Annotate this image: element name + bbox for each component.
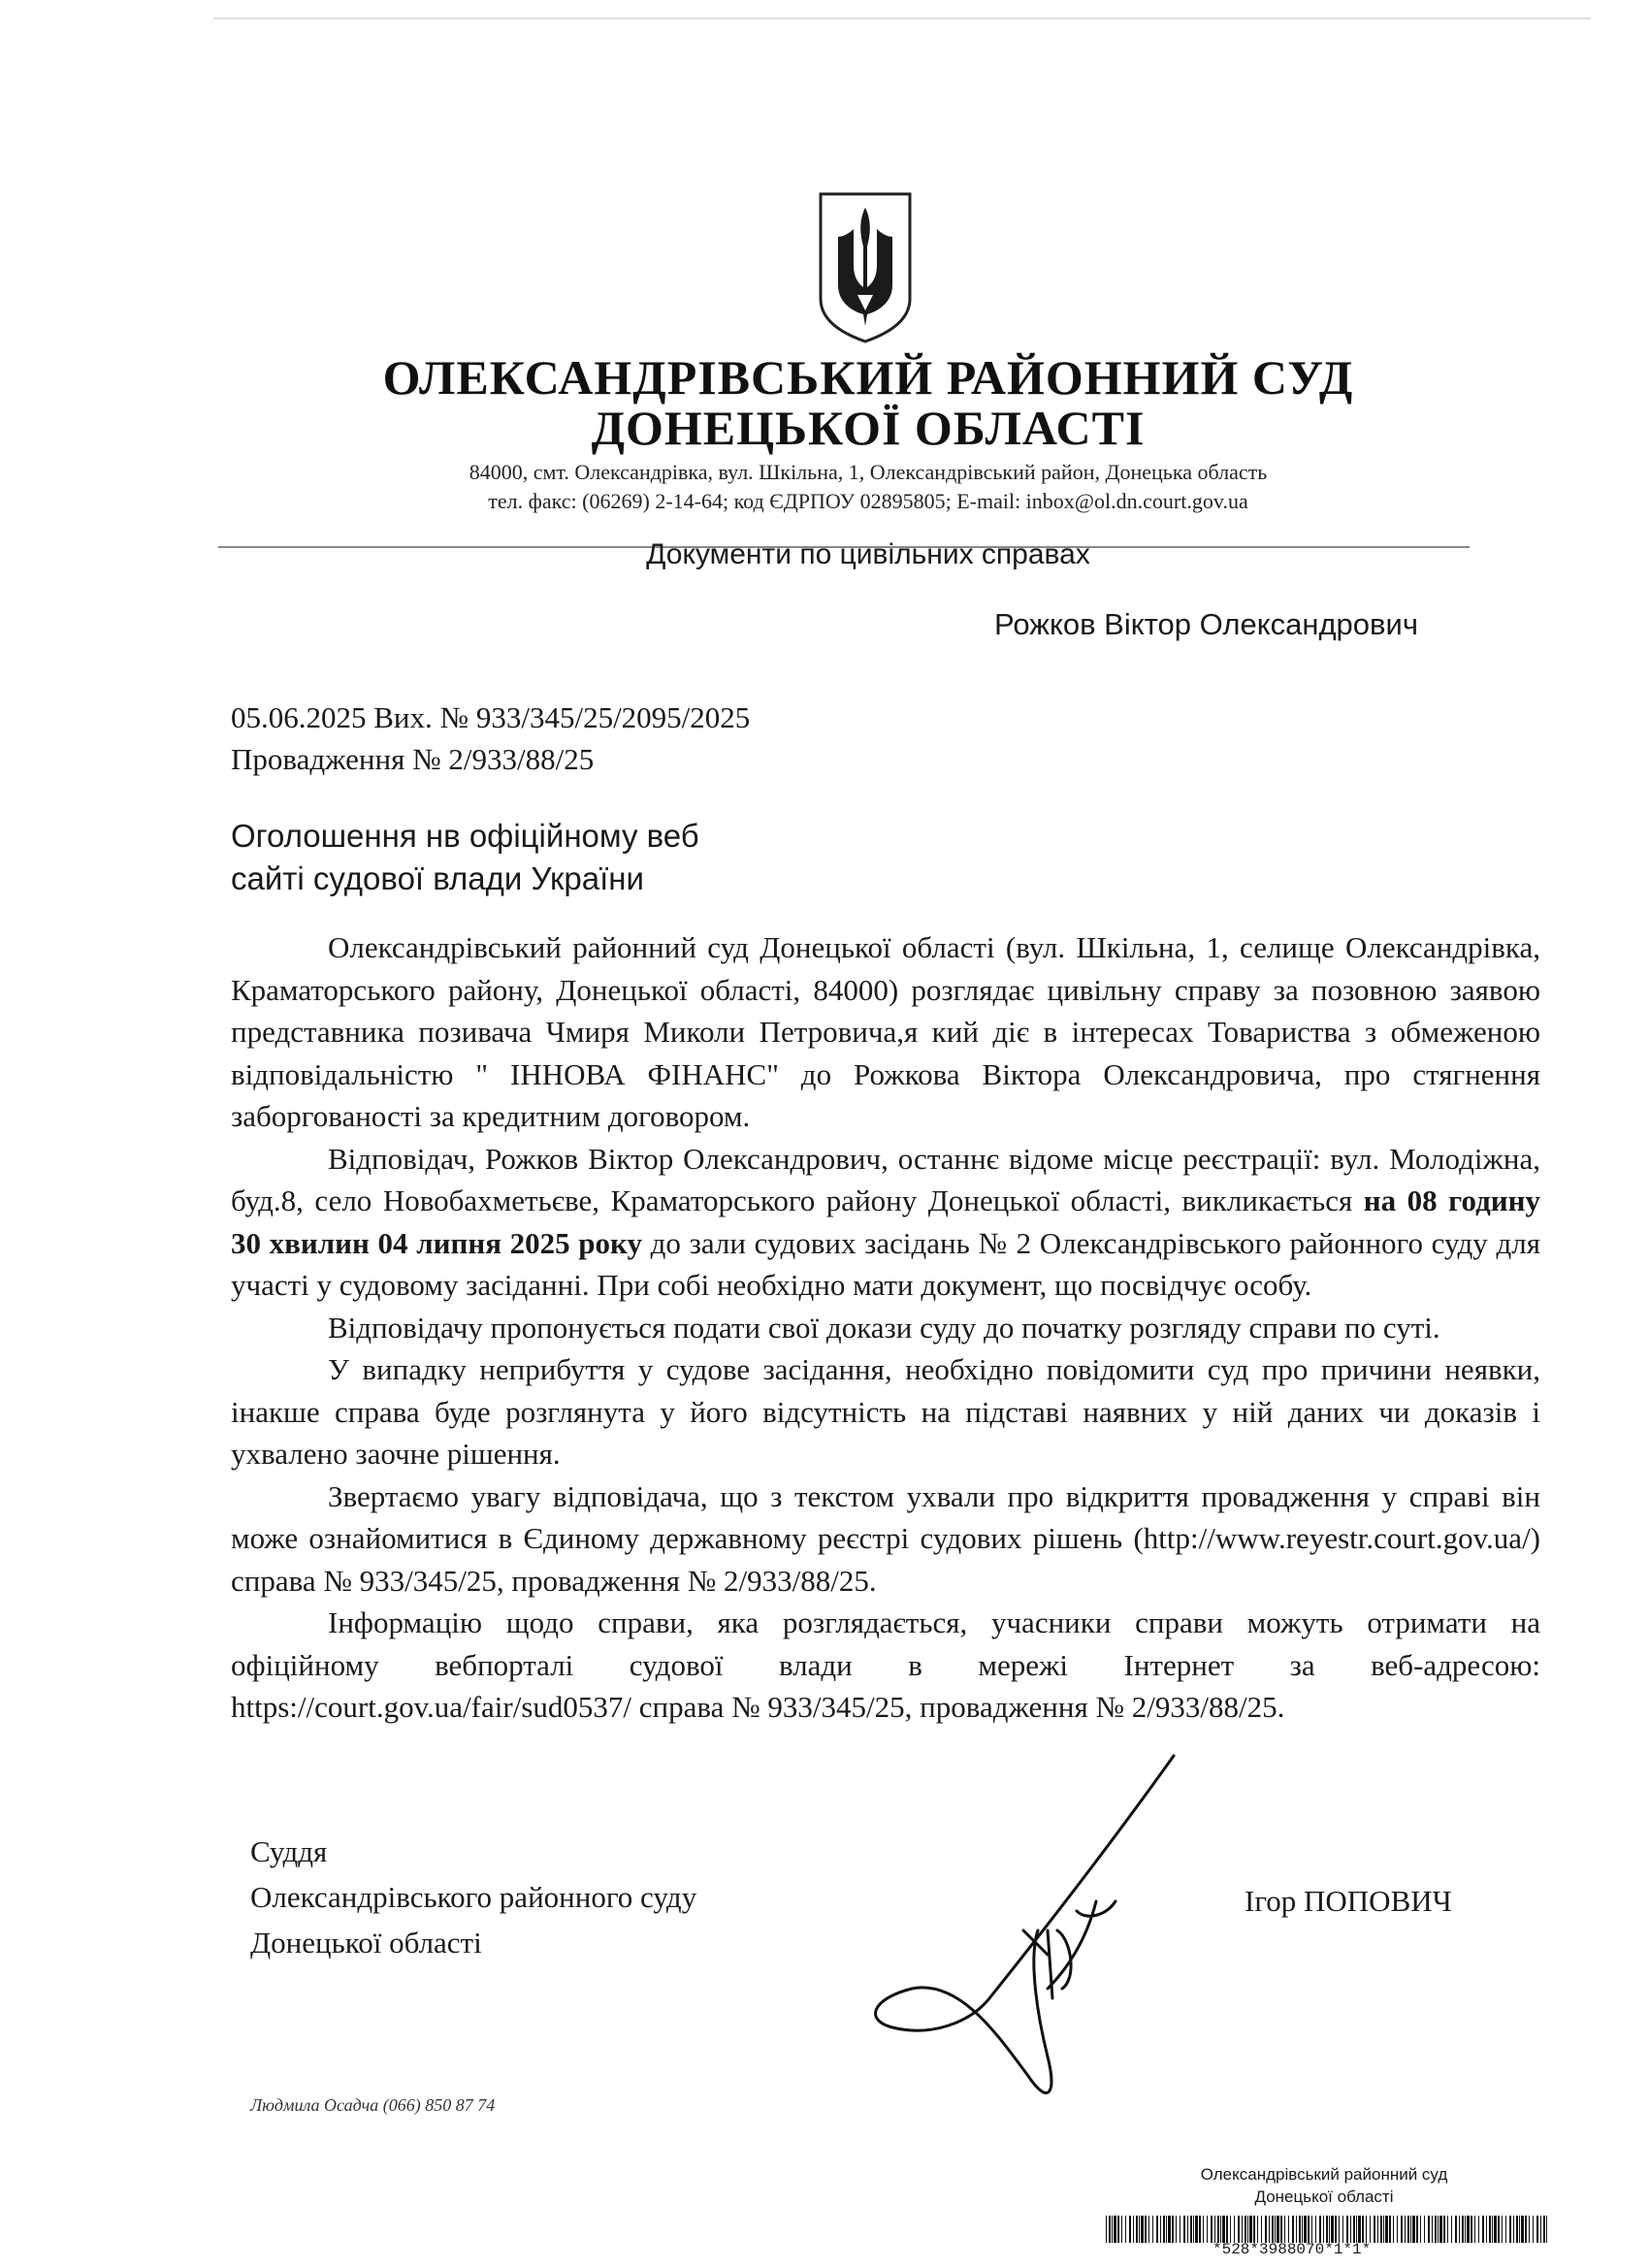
barcode-bar bbox=[1465, 2216, 1466, 2243]
barcode-bar bbox=[1193, 2216, 1194, 2243]
barcode-bar bbox=[1308, 2216, 1310, 2243]
barcode-bar bbox=[1459, 2216, 1460, 2243]
case-number: Провадження № 2/933/88/25 bbox=[231, 742, 595, 776]
barcode-bar bbox=[1299, 2216, 1301, 2243]
trident-emblem-icon bbox=[815, 190, 916, 345]
outgoing-number: 05.06.2025 Вих. № 933/345/25/2095/2025 bbox=[231, 700, 751, 734]
court-name-line2: ДОНЕЦЬКОЇ ОБЛАСТІ bbox=[591, 401, 1146, 455]
barcode-bar bbox=[1370, 2216, 1371, 2243]
barcode-bar bbox=[1230, 2216, 1231, 2243]
barcode-bar bbox=[1435, 2216, 1437, 2243]
barcode-bar bbox=[1163, 2216, 1165, 2243]
barcode-bar bbox=[1292, 2216, 1294, 2243]
subject-line1: Оголошення нв офіційному веб bbox=[231, 818, 699, 854]
barcode-bar bbox=[1362, 2216, 1364, 2243]
paragraph-absence: У випадку неприбуття у судове засідання, необхідно повідомити суд про причини неявки, інакше справа буде розглянута у його відсутність на підставі наявних у ній даних чи доказів і ухвалено заочне рішення. bbox=[231, 1352, 1540, 1471]
barcode-bar bbox=[1269, 2216, 1270, 2243]
barcode-bar bbox=[1489, 2216, 1491, 2243]
barcode-bar bbox=[1272, 2216, 1274, 2243]
barcode-bar bbox=[1455, 2216, 1457, 2243]
barcode-bar bbox=[1540, 2216, 1541, 2243]
scan-edge-line bbox=[213, 17, 1591, 19]
document-type: Документи по цивільних справах bbox=[646, 538, 1090, 570]
barcode-bar bbox=[1190, 2216, 1192, 2243]
barcode-bar bbox=[1168, 2216, 1171, 2243]
barcode-bar bbox=[1521, 2216, 1524, 2243]
barcode-bar bbox=[1424, 2216, 1425, 2243]
court-name-line1: ОЛЕКСАНДРІВСЬКИЙ РАЙОННИЙ СУД bbox=[382, 350, 1354, 405]
barcode-bar bbox=[1342, 2216, 1343, 2243]
barcode-bar bbox=[1393, 2216, 1394, 2243]
barcode-bar bbox=[1203, 2216, 1204, 2243]
barcode-bar bbox=[1353, 2216, 1355, 2243]
barcode-bar bbox=[1447, 2216, 1448, 2243]
barcode-bar bbox=[1502, 2216, 1503, 2243]
barcode-bar bbox=[1439, 2216, 1442, 2243]
barcode-bar bbox=[1242, 2216, 1243, 2243]
barcode-bar bbox=[1288, 2216, 1289, 2243]
barcode-bar bbox=[1358, 2216, 1361, 2243]
barcode bbox=[1106, 2216, 1552, 2243]
barcode-bar bbox=[1234, 2216, 1235, 2243]
barcode-bar bbox=[1265, 2216, 1267, 2243]
barcode-bar bbox=[1451, 2216, 1452, 2243]
barcode-bar bbox=[1335, 2216, 1337, 2243]
barcode-bar bbox=[1405, 2216, 1406, 2243]
barcode-bar bbox=[1478, 2216, 1479, 2243]
barcode-bar bbox=[1176, 2216, 1177, 2243]
stamp-region: Донецької області bbox=[1254, 2187, 1394, 2206]
barcode-bar bbox=[1319, 2216, 1321, 2243]
barcode-bar bbox=[1432, 2216, 1433, 2243]
judge-name: Ігор ПОПОВИЧ bbox=[1245, 1884, 1452, 1918]
barcode-bar bbox=[1529, 2216, 1530, 2243]
barcode-bar bbox=[1211, 2216, 1212, 2243]
barcode-bar bbox=[1277, 2216, 1279, 2243]
barcode-bar bbox=[1377, 2216, 1378, 2243]
barcode-bar bbox=[1416, 2216, 1418, 2243]
barcode-bar bbox=[1152, 2216, 1153, 2243]
recipient: Рожков Віктор Олександрович bbox=[994, 607, 1418, 641]
barcode-bar bbox=[1505, 2216, 1506, 2243]
barcode-bar bbox=[1492, 2216, 1493, 2243]
barcode-bar bbox=[1389, 2216, 1391, 2243]
executor-contact: Людмила Осадча (066) 850 87 74 bbox=[250, 2095, 496, 2115]
barcode-bar bbox=[1166, 2216, 1167, 2243]
barcode-bar bbox=[1513, 2216, 1514, 2243]
barcode-bar bbox=[1383, 2216, 1384, 2243]
barcode-bar bbox=[1304, 2216, 1307, 2243]
barcode-bar bbox=[1160, 2216, 1161, 2243]
barcode-bar bbox=[1117, 2216, 1119, 2243]
barcode-bar bbox=[1220, 2216, 1221, 2243]
barcode-bar bbox=[1356, 2216, 1357, 2243]
barcode-bar bbox=[1148, 2216, 1149, 2243]
barcode-bar bbox=[1471, 2216, 1472, 2243]
barcode-bar bbox=[1133, 2216, 1134, 2243]
barcode-bar bbox=[1326, 2216, 1328, 2243]
barcode-bar bbox=[1412, 2216, 1415, 2243]
barcode-bar bbox=[1109, 2216, 1111, 2243]
barcode-bar bbox=[1106, 2216, 1107, 2243]
barcode-bar bbox=[1536, 2216, 1538, 2243]
barcode-bar bbox=[1525, 2216, 1527, 2243]
barcode-bar bbox=[1238, 2216, 1240, 2243]
barcode-bar bbox=[1482, 2216, 1484, 2243]
barcode-bar bbox=[1226, 2216, 1228, 2243]
barcode-bar bbox=[1183, 2216, 1185, 2243]
barcode-bar bbox=[1217, 2216, 1219, 2243]
barcode-bar bbox=[1401, 2216, 1403, 2243]
barcode-bar bbox=[1339, 2216, 1340, 2243]
stamp-court-name: Олександрівський районний суд bbox=[1200, 2165, 1448, 2184]
barcode-bar bbox=[1125, 2216, 1126, 2243]
paragraph-portal: Інформацію щодо справи, яка розглядається, учасники справи можуть отримати на офіційному вебпорталі судової влади в мережі Інтернет за веб-адресою: https://court.gov.ua/fair/sud0537/ справа № 933/345/25, провадження № 2/933/88/25. bbox=[231, 1605, 1540, 1724]
barcode-number: *528*3988070*1*1* bbox=[1212, 2241, 1372, 2258]
barcode-bar bbox=[1498, 2216, 1500, 2243]
barcode-bar bbox=[1443, 2216, 1445, 2243]
barcode-bar bbox=[1257, 2216, 1258, 2243]
barcode-bar bbox=[1311, 2216, 1312, 2243]
paragraph-claim: Олександрівський районний суд Донецької області (вул. Шкільна, 1, селище Олександрівка, Краматорського району, Донецької області, 84000) розглядає цивільну справу за позовною заявою представника позивача Чмиря Миколи Петровича,я кий діє в інтересах Товариства з обмеженою відповідальністю " ІННОВА ФІНАНС" до Рожкова Віктора Олександровича, про стягнення заборгованості за кредитним договором. bbox=[231, 930, 1540, 1133]
barcode-bar bbox=[1519, 2216, 1520, 2243]
barcode-bar bbox=[1380, 2216, 1382, 2243]
barcode-bar bbox=[1112, 2216, 1113, 2243]
barcode-bar bbox=[1543, 2216, 1545, 2243]
barcode-bar bbox=[1296, 2216, 1297, 2243]
barcode-bar bbox=[1214, 2216, 1215, 2243]
barcode-bar bbox=[1129, 2216, 1131, 2243]
barcode-bar bbox=[1247, 2216, 1248, 2243]
barcode-bar bbox=[1275, 2216, 1276, 2243]
barcode-bar bbox=[1187, 2216, 1188, 2243]
barcode-bar bbox=[1516, 2216, 1518, 2243]
handwritten-signature bbox=[854, 1746, 1203, 2115]
barcode-bar bbox=[1136, 2216, 1138, 2243]
barcode-bar bbox=[1329, 2216, 1330, 2243]
barcode-bar bbox=[1195, 2216, 1198, 2243]
barcode-bar bbox=[1331, 2216, 1334, 2243]
barcode-bar bbox=[1374, 2216, 1375, 2243]
barcode-bar bbox=[1315, 2216, 1316, 2243]
barcode-bar bbox=[1467, 2216, 1470, 2243]
barcode-bar bbox=[1385, 2216, 1388, 2243]
barcode-bar bbox=[1407, 2216, 1409, 2243]
barcode-bar bbox=[1249, 2216, 1252, 2243]
barcode-bar bbox=[1172, 2216, 1174, 2243]
judge-title-block: Суддя Олександрівського районного суду Донецької області bbox=[250, 1834, 697, 1960]
barcode-bar bbox=[1114, 2216, 1116, 2243]
barcode-bar bbox=[1253, 2216, 1255, 2243]
barcode-bar bbox=[1346, 2216, 1348, 2243]
barcode-bar bbox=[1280, 2216, 1282, 2243]
barcode-bar bbox=[1222, 2216, 1225, 2243]
barcode-bar bbox=[1156, 2216, 1158, 2243]
barcode-bar bbox=[1410, 2216, 1411, 2243]
barcode-bar bbox=[1494, 2216, 1497, 2243]
barcode-bar bbox=[1533, 2216, 1534, 2243]
barcode-bar bbox=[1323, 2216, 1324, 2243]
court-contacts: тел. факс: (06269) 2-14-64; код ЄДРПОУ 02895805; E-mail: inbox@ol.dn.court.gov.ua bbox=[488, 489, 1248, 513]
barcode-bar bbox=[1420, 2216, 1421, 2243]
subject-line2: сайті судової влади України bbox=[231, 860, 644, 896]
barcode-bar bbox=[1428, 2216, 1430, 2243]
barcode-bar bbox=[1486, 2216, 1487, 2243]
barcode-bar bbox=[1350, 2216, 1351, 2243]
notice-body bbox=[231, 926, 1540, 1729]
barcode-bar bbox=[1284, 2216, 1285, 2243]
barcode-bar bbox=[1302, 2216, 1303, 2243]
paragraph-evidence: Відповідачу пропонується подати свої докази суду до початку розгляду справи по суті. bbox=[328, 1310, 1440, 1345]
barcode-bar bbox=[1474, 2216, 1475, 2243]
barcode-bar bbox=[1141, 2216, 1144, 2243]
barcode-bar bbox=[1139, 2216, 1140, 2243]
barcode-bar bbox=[1509, 2216, 1511, 2243]
barcode-bar bbox=[1366, 2216, 1367, 2243]
barcode-bar bbox=[1207, 2216, 1208, 2243]
barcode-bar bbox=[1121, 2216, 1122, 2243]
barcode-bar bbox=[1145, 2216, 1147, 2243]
paragraph-summons: Відповідач, Рожков Віктор Олександрович, останнє відоме місце реєстрації: вул. Молодіжна, буд.8, село Новобахметьєве, Краматорського району Донецької області, викликається на 08 годину 30 хвилин 04 липня 2025 року до зали судових засідань № 2 Олександрівського районного суду для участі у судовому засіданні. При собі необхідно мати документ, що посвідчує особу. bbox=[231, 1141, 1540, 1302]
barcode-bar bbox=[1546, 2216, 1547, 2243]
barcode-bar bbox=[1462, 2216, 1464, 2243]
barcode-bar bbox=[1397, 2216, 1398, 2243]
paragraph-registry: Звертаємо увагу відповідача, що з текстом ухвали про відкриття провадження у справі він може ознайомитися в Єдиному державному реєстрі судових рішень (http://www.reyestr.court.gov.ua/) справа № 933/345/25, провадження № 2/933/88/25. bbox=[231, 1478, 1540, 1598]
court-address: 84000, смт. Олександрівка, вул. Шкільна, 1, Олександрівський район, Донецька область bbox=[469, 460, 1268, 484]
hearing-datetime: на 08 годину 30 хвилин 04 липня 2025 року bbox=[231, 1183, 1540, 1260]
barcode-bar bbox=[1245, 2216, 1246, 2243]
barcode-bar bbox=[1438, 2216, 1439, 2243]
barcode-bar bbox=[1261, 2216, 1262, 2243]
barcode-bar bbox=[1199, 2216, 1201, 2243]
